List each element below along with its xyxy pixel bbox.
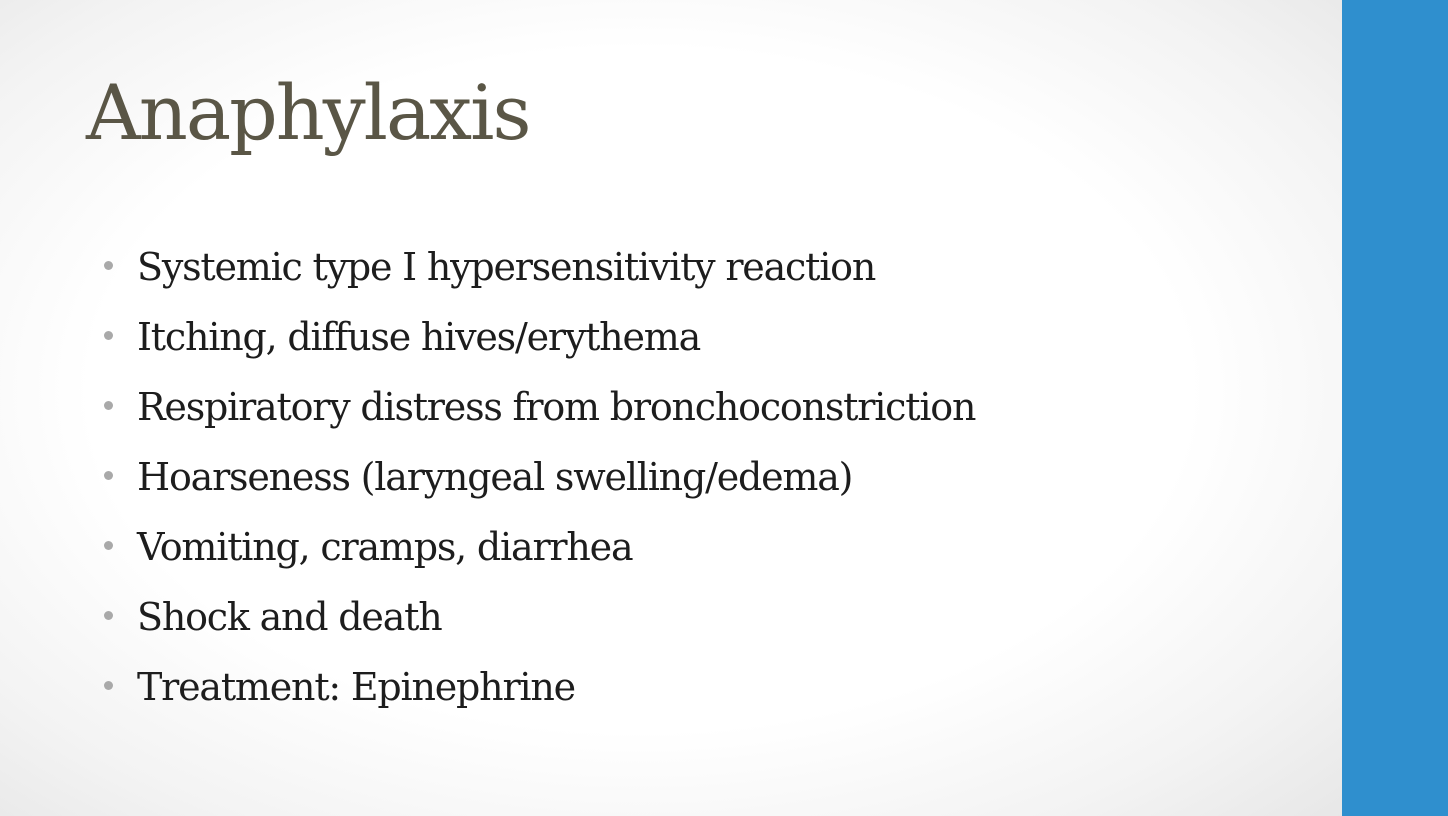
slide-title: Anaphylaxis [86, 68, 530, 157]
list-item [104, 372, 975, 442]
bullet-text: Itching, diffuse hives/erythema [137, 315, 701, 359]
bullet-dot-icon [104, 681, 113, 690]
bullet-list [104, 232, 975, 722]
bullet-text: Hoarseness (laryngeal swelling/edema) [137, 455, 853, 499]
list-item [104, 582, 975, 652]
bullet-dot-icon [104, 611, 113, 620]
bullet-dot-icon [104, 261, 113, 270]
bullet-text: Vomiting, cramps, diarrhea [137, 525, 633, 569]
bullet-dot-icon [104, 401, 113, 410]
list-item [104, 302, 975, 372]
bullet-dot-icon [104, 471, 113, 480]
bullet-text: Treatment: Epinephrine [137, 665, 575, 709]
list-item [104, 512, 975, 582]
bullet-text: Systemic type I hypersensitivity reaction [137, 245, 876, 289]
accent-bar [1342, 0, 1448, 816]
bullet-dot-icon [104, 331, 113, 340]
list-item [104, 652, 975, 722]
bullet-text: Shock and death [137, 595, 442, 639]
list-item [104, 442, 975, 512]
list-item [104, 232, 975, 302]
bullet-dot-icon [104, 541, 113, 550]
bullet-text: Respiratory distress from bronchoconstriction [137, 385, 976, 429]
